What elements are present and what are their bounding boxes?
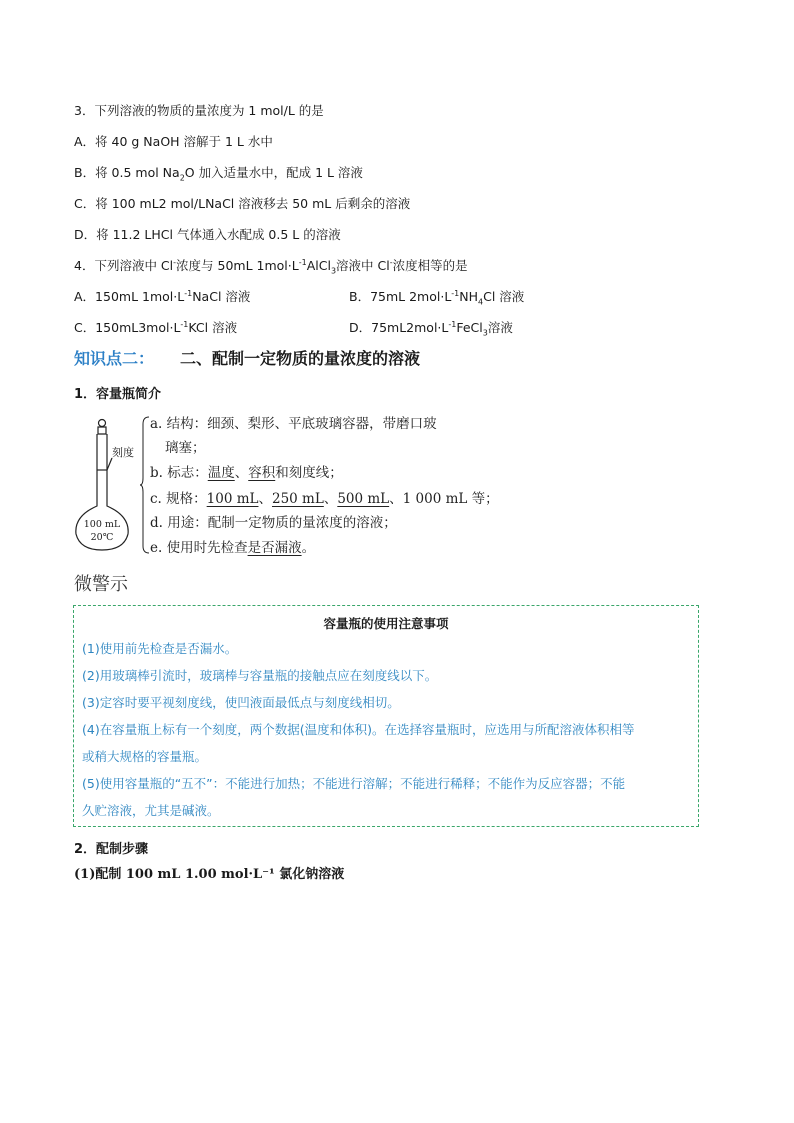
notes-box	[73, 605, 699, 827]
q4-stem: 4．下列溶液中 Cl-浓度与 50mL $1mol\cdot L^{-1}AlCl_3$溶液中 Cl-浓度相等的是	[74, 257, 468, 276]
q4-option-d: D．$75mL2mol\cdot L^{-1}FeCl_3$溶液	[349, 319, 513, 338]
knowledge-point-header	[74, 346, 420, 369]
spec-b: b. 标志：温度、容积和刻度线；	[150, 465, 343, 481]
q4-option-b: B．75mL $2mol\cdot L^{-1}NH_4Cl$ 溶液	[349, 288, 525, 307]
section-heading-flask-intro: 1．容量瓶简介	[74, 387, 162, 402]
spec-e: e. 使用时先检查是否漏液。	[150, 540, 316, 556]
q3-option-d: D．将 11.2 LHCl 气体通入水配成 0.5 L 的溶液	[74, 227, 341, 242]
spec-a-line1: a. 结构：细颈、梨形、平底玻璃容器，带磨口玻	[150, 416, 437, 432]
section-heading-steps: 2．配制步骤	[74, 842, 149, 857]
note-4-line2: 或稍大规格的容量瓶。	[82, 749, 208, 764]
flask-volume-label: 100 mL	[83, 519, 121, 530]
volumetric-flask-illustration	[72, 412, 144, 552]
q3-option-a: A．将 40 g NaOH 溶解于 1 L 水中	[74, 134, 273, 149]
knowledge-point-title: 二、配制一定物质的量浓度的溶液	[180, 349, 421, 368]
spec-c: c. 规格：100 mL、250 mL、500 mL、1 000 mL 等；	[150, 491, 499, 507]
q3-option-b: B．将 0.5 mol $Na_2O$ 加入适量水中，配成 1 L 溶液	[74, 165, 363, 183]
spec-a-line2: 璃塞；	[165, 440, 206, 456]
note-2: (2)用玻璃棒引流时，玻璃棒与容量瓶的接触点应在刻度线以下。	[82, 668, 438, 683]
note-4-line1: (4)在容量瓶上标有一个刻度，两个数据(温度和体积)。在选择容量瓶时，应选用与所配溶液体积相等	[82, 722, 635, 737]
spec-d: d. 用途：配制一定物质的量浓度的溶液；	[150, 515, 397, 531]
note-5-line1: (5)使用容量瓶的“五不”：不能进行加热；不能进行溶解；不能进行稀释；不能作为反应容器；不能	[82, 776, 626, 791]
flask-scale-label: 刻度	[112, 446, 134, 459]
flask-temp-label: 20℃	[90, 532, 114, 543]
q3-stem: 3．下列溶液的物质的量浓度为 1 mol/L 的是	[74, 103, 324, 118]
note-1: (1)使用前先检查是否漏水。	[82, 641, 238, 656]
tip-heading: 微警示	[74, 574, 128, 595]
q3-option-c: C．将 100 mL2 mol/LNaCl 溶液移去 50 mL 后剩余的溶液	[74, 196, 411, 211]
knowledge-point-tag: 知识点二：	[74, 349, 155, 368]
note-3: (3)定容时要平视刻度线，使凹液面最低点与刻度线相切。	[82, 695, 400, 710]
q4-option-c: C．$150mL3mol\cdot L^{-1}KCl$ 溶液	[74, 319, 238, 335]
notes-box-title: 容量瓶的使用注意事项	[323, 616, 449, 631]
q4-option-a: A．150mL $1mol\cdot L^{-1}NaCl$ 溶液	[74, 288, 251, 304]
note-5-line2: 久贮溶液，尤其是碱液。	[82, 803, 220, 818]
brace-icon	[140, 416, 150, 554]
step-1-heading: (1)配制 100 mL 1.00 mol·L⁻¹ 氯化钠溶液	[74, 867, 345, 882]
